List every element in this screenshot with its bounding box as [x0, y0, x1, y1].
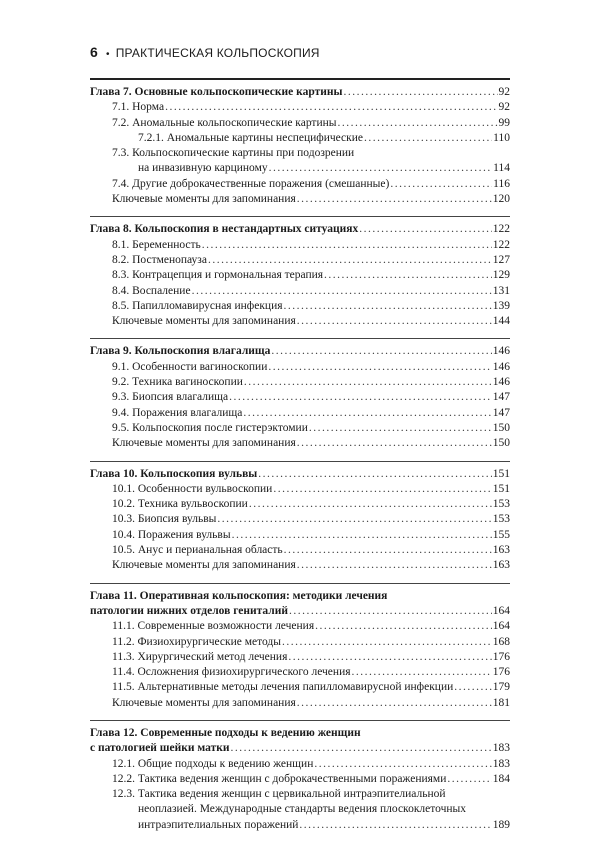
entry-page: 183 [492, 757, 510, 770]
toc-entry[interactable] [90, 375, 510, 390]
entry-title: 11.2. Физиохирургические методы [112, 635, 281, 648]
chapter-title-cont: патологии нижних отделов гениталий [90, 604, 288, 617]
toc-entry[interactable] [90, 512, 510, 527]
entry-page: 147 [492, 406, 510, 419]
entry-page: 150 [492, 437, 510, 450]
toc-entry[interactable] [90, 268, 510, 283]
entry-title: 11.1. Современные возможности лечения [112, 620, 315, 633]
entry-page: 114 [493, 162, 510, 175]
entry-title: 12.1. Общие подходы к ведению женщин [112, 757, 314, 770]
entry-title: 9.4. Поражения влагалища [112, 406, 243, 419]
entry-page: 181 [492, 696, 510, 709]
page-number: 6 [90, 44, 98, 60]
toc-entry[interactable] [90, 482, 510, 497]
toc-entry[interactable] [90, 390, 510, 405]
chapter-title: Глава 9. Кольпоскопия влагалища [90, 345, 271, 358]
toc-entry[interactable] [90, 177, 510, 192]
entry-title: Ключевые моменты для запоминания [112, 696, 296, 709]
chapter-10 [90, 461, 510, 574]
entry-title-cont: интраэпителиальных поражений [138, 818, 299, 831]
entry-page: 122 [492, 238, 510, 251]
toc-entry[interactable] [90, 299, 510, 314]
entry-page: 163 [492, 544, 510, 557]
toc-entry-key-points[interactable] [90, 192, 510, 207]
entry-page: 127 [492, 253, 510, 266]
header-bullet: • [106, 49, 110, 60]
chapter-title-cont: с патологией шейки матки [90, 742, 230, 755]
entry-page: 129 [492, 269, 510, 282]
toc-entry[interactable] [90, 680, 510, 695]
toc-entry[interactable] [90, 772, 510, 787]
chapter-title: Глава 8. Кольпоскопия в нестандартных ситуациях [90, 223, 359, 236]
toc-entry[interactable] [90, 238, 510, 253]
toc-entry[interactable] [90, 757, 510, 772]
running-header [90, 44, 510, 60]
entry-page: 147 [492, 391, 510, 404]
entry-title: 10.4. Поражения вульвы [112, 528, 231, 541]
entry-page: 131 [492, 284, 510, 297]
entry-title: 11.5. Альтернативные методы лечения папилломавирусной инфекции [112, 681, 454, 694]
toc-entry[interactable] [90, 131, 510, 146]
entry-page: 176 [492, 650, 510, 663]
entry-title: 7.4. Другие доброкачественные поражения (смешанные) [112, 177, 390, 190]
toc-entry-key-points[interactable] [90, 436, 510, 451]
entry-title: 10.3. Биопсия вульвы [112, 513, 217, 526]
entry-title: 7.1. Норма [112, 101, 165, 114]
entry-title: 10.5. Анус и перианальная область [112, 544, 283, 557]
entry-page: 139 [492, 299, 510, 312]
entry-title: 8.1. Беременность [112, 238, 201, 251]
toc-entry[interactable] [90, 360, 510, 375]
toc-entry-key-points[interactable] [90, 696, 510, 711]
chapter-heading[interactable] [90, 344, 510, 359]
toc-entry[interactable] [90, 818, 510, 833]
entry-page: 184 [492, 772, 510, 785]
book-title: ПРАКТИЧЕСКАЯ КОЛЬПОСКОПИЯ [115, 46, 320, 60]
entry-title: 8.5. Папилломавирусная инфекция [112, 299, 283, 312]
entry-title: Ключевые моменты для запоминания [112, 559, 296, 572]
entry-page: 146 [492, 360, 510, 373]
entry-title: 9.1. Особенности вагиноскопии [112, 360, 268, 373]
entry-title: 10.1. Особенности вульвоскопии [112, 482, 273, 495]
chapter-title: Глава 10. Кольпоскопия вульвы [90, 467, 258, 480]
chapter-title: Глава 7. Основные кольпоскопические картины [90, 86, 343, 98]
entry-page: 116 [493, 177, 510, 190]
toc-entry[interactable] [90, 650, 510, 665]
chapter-heading[interactable] [90, 604, 510, 619]
chapter-heading[interactable] [90, 222, 510, 237]
chapter-12 [90, 720, 510, 833]
entry-page: 189 [492, 818, 510, 831]
chapter-page: 92 [498, 86, 510, 98]
chapter-page: 146 [492, 345, 510, 358]
entry-title: 7.2.1. Аномальные картины неспецифические [138, 131, 363, 144]
chapter-9 [90, 338, 510, 451]
chapter-page: 151 [492, 467, 510, 480]
toc-entry-line1[interactable]: 12.3. Тактика ведения женщин с цервикальной интраэпителиальной [112, 788, 446, 801]
toc-entry[interactable] [90, 635, 510, 650]
chapter-page: 122 [492, 223, 510, 236]
entry-page: 99 [498, 116, 510, 129]
chapter-heading[interactable] [90, 467, 510, 482]
chapter-page: 164 [492, 604, 510, 617]
entry-page: 163 [492, 559, 510, 572]
entry-title: 8.2. Постменопауза [112, 253, 207, 266]
toc-entry[interactable] [90, 528, 510, 543]
entry-title: 9.2. Техника вагиноскопии [112, 376, 243, 389]
entry-page: 153 [492, 513, 510, 526]
entry-title: 12.2. Тактика ведения женщин с доброкачественными поражениями [112, 772, 447, 785]
toc-entry[interactable] [90, 116, 510, 131]
entry-page: 144 [492, 315, 510, 328]
entry-page: 92 [498, 101, 510, 114]
entry-title: 9.5. Кольпоскопия после гистерэктомии [112, 421, 308, 434]
entry-title: 7.2. Аномальные кольпоскопические картины [112, 116, 337, 129]
entry-page: 151 [492, 482, 510, 495]
chapter-page: 183 [492, 742, 510, 755]
entry-page: 179 [492, 681, 510, 694]
toc-entry-line2: неоплазией. Международные стандарты ведения плоскоклеточных [138, 803, 466, 816]
toc-entry[interactable] [90, 161, 510, 176]
chapter-title-line1[interactable]: Глава 11. Оперативная кольпоскопия: методики лечения [90, 589, 388, 602]
toc-entry[interactable] [90, 253, 510, 268]
chapter-8 [90, 216, 510, 329]
toc-entry[interactable] [90, 497, 510, 512]
table-of-contents [90, 78, 510, 842]
entry-page: 155 [492, 528, 510, 541]
entry-title: 9.3. Биопсия влагалища [112, 391, 229, 404]
entry-title: Ключевые моменты для запоминания [112, 193, 296, 206]
entry-title-cont: на инвазивную карциному [138, 162, 268, 175]
entry-title: Ключевые моменты для запоминания [112, 437, 296, 450]
toc-entry[interactable] [90, 406, 510, 421]
chapter-title-line1[interactable]: Глава 12. Современные подходы к ведению женщин [90, 726, 361, 739]
toc-entry-key-points[interactable] [90, 314, 510, 329]
toc-entry[interactable] [90, 619, 510, 634]
entry-page: 146 [492, 376, 510, 389]
toc-entry[interactable] [90, 421, 510, 436]
toc-entry[interactable] [90, 543, 510, 558]
toc-entry-line1[interactable]: 7.3. Кольпоскопические картины при подозрении [112, 147, 355, 160]
toc-entry-key-points[interactable] [90, 558, 510, 573]
entry-page: 153 [492, 498, 510, 511]
entry-title: 10.2. Техника вульвоскопии [112, 498, 248, 511]
toc-entry[interactable] [90, 284, 510, 299]
chapter-heading[interactable] [90, 85, 510, 100]
entry-title: Ключевые моменты для запоминания [112, 315, 296, 328]
entry-page: 150 [492, 421, 510, 434]
toc-entry[interactable] [90, 665, 510, 680]
entry-page: 176 [492, 666, 510, 679]
entry-page: 168 [492, 635, 510, 648]
chapter-heading[interactable] [90, 741, 510, 756]
entry-page: 120 [492, 193, 510, 206]
entry-title: 11.3. Хирургический метод лечения [112, 650, 288, 663]
chapter-7 [90, 78, 510, 207]
chapter-11 [90, 583, 510, 711]
entry-title: 8.4. Воспаление [112, 284, 191, 297]
entry-title: 11.4. Осложнения физиохирургического лечения [112, 666, 351, 679]
entry-title: 8.3. Контрацепция и гормональная терапия [112, 269, 324, 282]
toc-entry[interactable] [90, 100, 510, 115]
entry-page: 164 [492, 620, 510, 633]
entry-page: 110 [493, 131, 510, 144]
